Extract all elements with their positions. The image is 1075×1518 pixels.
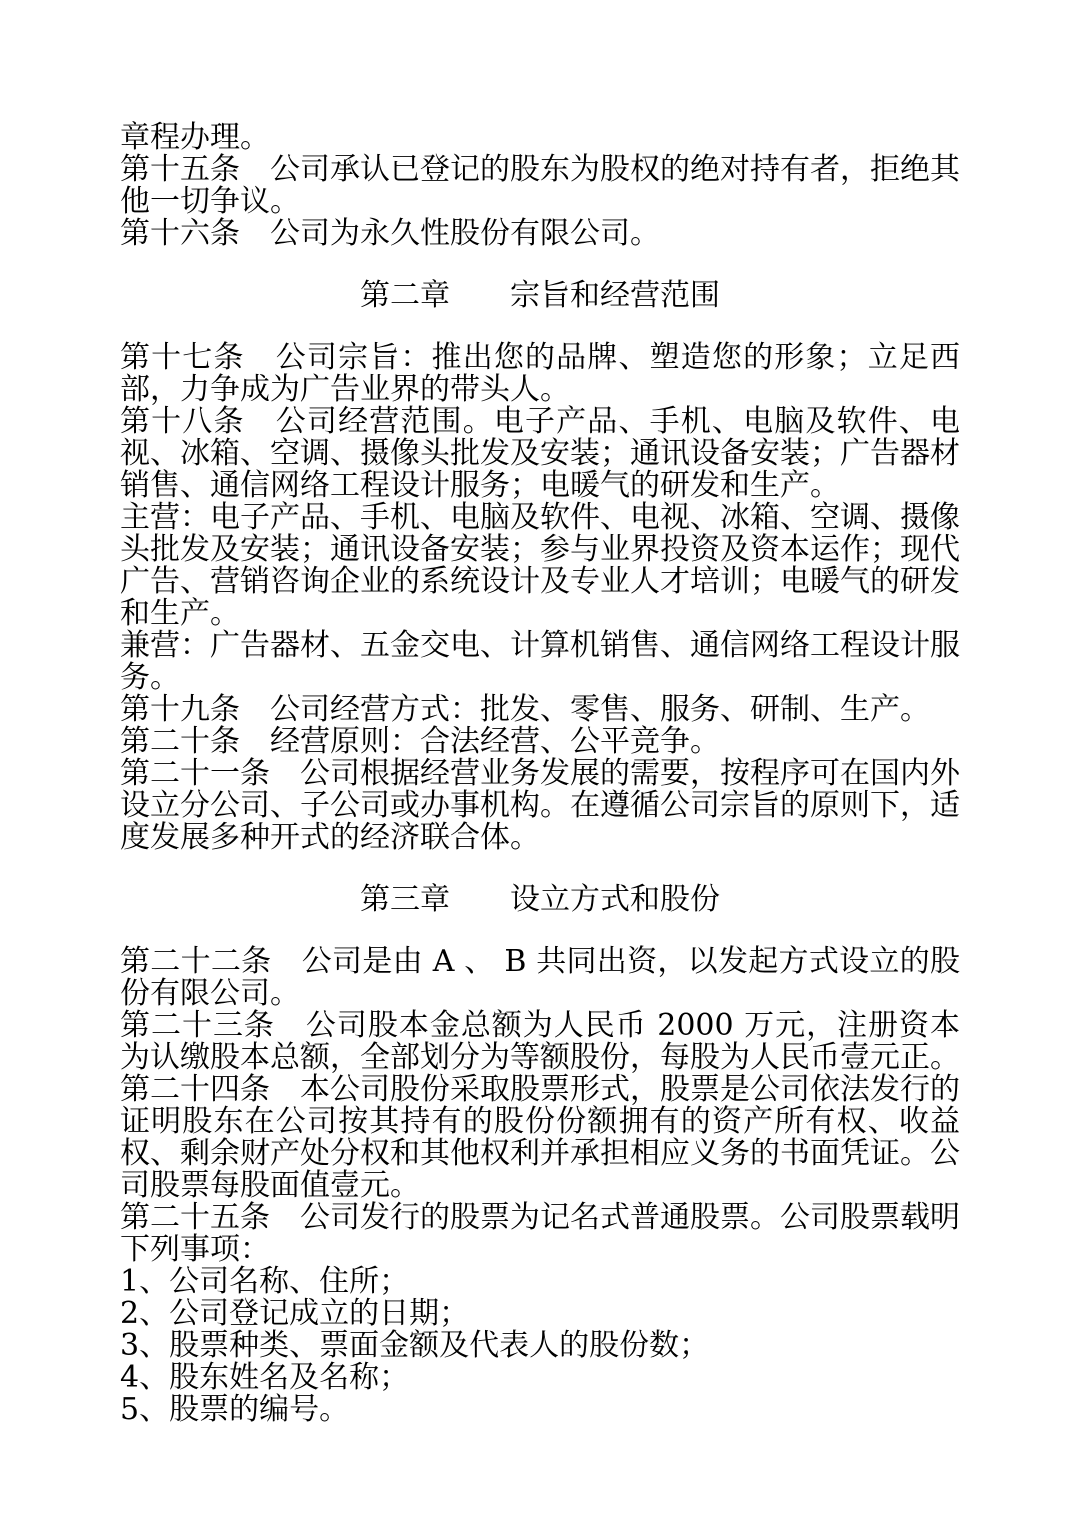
spacer xyxy=(120,854,960,884)
article-25: 第二十五条 公司发行的股票为记名式普通股票。公司股票载明下列事项： xyxy=(120,1200,960,1267)
list-item-2: 2、公司登记成立的日期； xyxy=(120,1296,470,1331)
article-20: 第二十条 经营原则：合法经营、公平竞争。 xyxy=(120,724,720,759)
article-21: 第二十一条 公司根据经营业务发展的需要，按程序可在国内外设立分公司、子公司或办事机构。在遵循公司宗旨的原则下，适度发展多种开式的经济联合体。 xyxy=(120,756,960,855)
list-item-4: 4、股东姓名及名称； xyxy=(120,1360,410,1395)
article-24: 第二十四条 本公司股份采取股票形式，股票是公司依法发行的证明股东在公司按其持有的股份份额拥有的资产所有权、收益权、剩余财产处分权和其他权利并承担相应义务的书面凭证。公司股票每股面值壹元。 xyxy=(120,1072,960,1203)
article-23: 第二十三条 公司股本金总额为人民币 2000 万元，注册资本为认缴股本总额，全部划分为等额股份，每股为人民币壹元正。 xyxy=(120,1008,960,1075)
spacer xyxy=(120,916,960,946)
paragraph-continuation: 章程办理。 xyxy=(120,120,270,155)
list-item-5: 5、股票的编号。 xyxy=(120,1392,350,1427)
main-business: 主营：电子产品、手机、电脑及软件、电视、冰箱、空调、摄像头批发及安装；通讯设备安装；参与业界投资及资本运作；现代广告、营销咨询企业的系统设计及专业人才培训；电暖气的研发和生产。 xyxy=(120,500,960,631)
document-body xyxy=(120,122,960,1426)
chapter-3-heading: 第三章 设立方式和股份 xyxy=(360,882,720,917)
article-15: 第十五条 公司承认已登记的股东为股权的绝对持有者，拒绝其他一切争议。 xyxy=(120,152,960,219)
article-22: 第二十二条 公司是由 A 、 B 共同出资，以发起方式设立的股份有限公司。 xyxy=(120,944,960,1011)
article-18: 第十八条 公司经营范围。电子产品、手机、电脑及软件、电视、冰箱、空调、摄像头批发及安装；通讯设备安装；广告器材销售、通信网络工程设计服务；电暖气的研发和生产。 xyxy=(120,404,960,503)
spacer xyxy=(120,312,960,342)
spacer xyxy=(120,250,960,280)
article-16: 第十六条 公司为永久性股份有限公司。 xyxy=(120,216,660,251)
list-item-3: 3、股票种类、票面金额及代表人的股份数； xyxy=(120,1328,710,1363)
chapter-2-heading: 第二章 宗旨和经营范围 xyxy=(360,278,720,313)
article-19: 第十九条 公司经营方式：批发、零售、服务、研制、生产。 xyxy=(120,692,930,727)
side-business: 兼营：广告器材、五金交电、计算机销售、通信网络工程设计服务。 xyxy=(120,628,960,695)
article-17: 第十七条 公司宗旨：推出您的品牌、塑造您的形象；立足西部，力争成为广告业界的带头人。 xyxy=(120,340,960,407)
list-item-1: 1、公司名称、住所； xyxy=(120,1264,410,1299)
